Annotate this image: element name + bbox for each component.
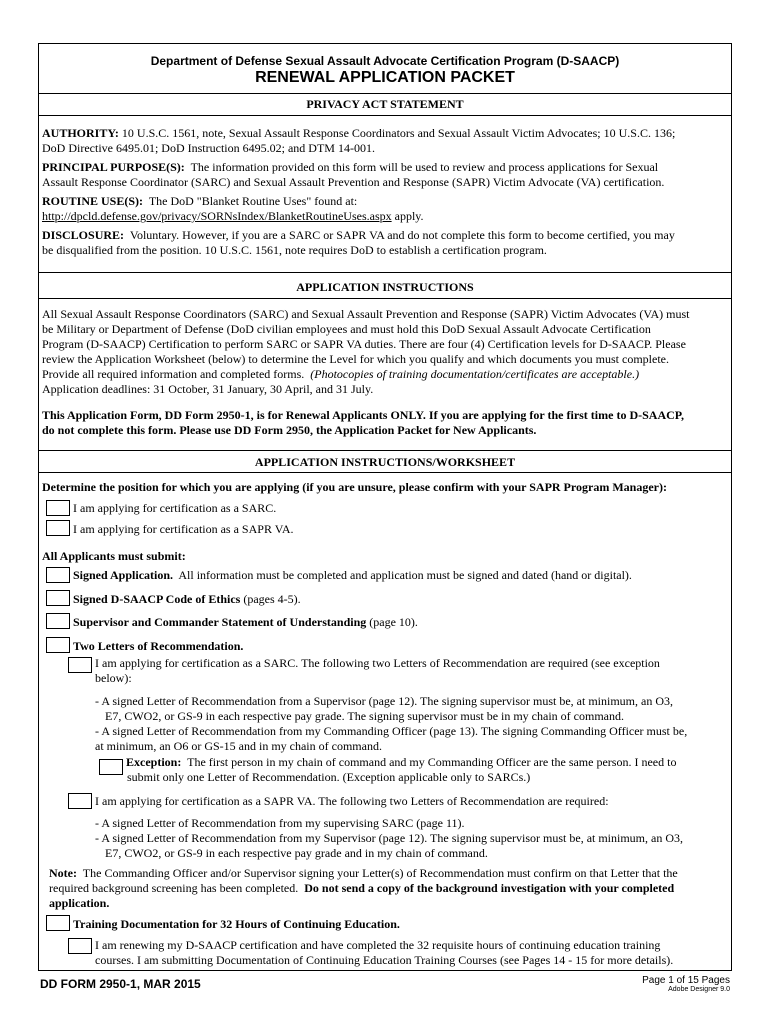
- exception-block: [126, 755, 726, 785]
- signed-application-checkbox[interactable]: [46, 567, 70, 583]
- training-text-2: courses. I am submitting Documentation of Continuing Education Training Courses (see Pages 14 - 15 for more details).: [95, 953, 674, 967]
- divider: [39, 298, 731, 299]
- training-label: Training Documentation for 32 Hours of Continuing Education.: [73, 917, 400, 931]
- note-warning-2: application.: [49, 896, 110, 910]
- statement-label: Supervisor and Commander Statement of Understanding: [73, 615, 367, 629]
- sarc-letters-text: I am applying for certification as a SARC. The following two Letters of Recommendation are required (see exception: [95, 656, 660, 670]
- disclosure-text-2: be disqualified from the position. 10 U.S.C. 1561, note requires DoD to establish a certification program.: [42, 243, 547, 257]
- instructions-body: [42, 307, 727, 438]
- va-option-label: I am applying for certification as a SAPR VA.: [73, 522, 294, 536]
- exception-label: Exception:: [126, 755, 182, 769]
- authority-label: AUTHORITY:: [42, 126, 119, 140]
- sarc-bullet: - A signed Letter of Recommendation from my Commanding Officer (page 13). The signing Commanding Officer must be,: [95, 724, 688, 738]
- worksheet-section: [39, 455, 731, 470]
- sarc-letters-text-2: below):: [95, 671, 132, 685]
- divider: [39, 472, 731, 473]
- note-text: The Commanding Officer and/or Supervisor signing your Letter(s) of Recommendation must confirm on that Letter that the: [82, 866, 678, 880]
- divider: [39, 450, 731, 451]
- training-text: I am renewing my D-SAACP certification and have completed the 32 requisite hours of continuing education training: [95, 938, 661, 952]
- training-checkbox[interactable]: [46, 915, 70, 931]
- designer-version: Adobe Designer 9.0: [668, 986, 730, 993]
- instructions-line: review the Application Worksheet (below) to determine the Level for which you qualify and which documents you must complete.: [42, 352, 669, 366]
- exception-text: The first person in my chain of command and my Commanding Officer are the same person. I need to: [187, 755, 677, 769]
- divider: [39, 115, 731, 116]
- va-bullet: - A signed Letter of Recommendation from my supervising SARC (page 11).: [95, 816, 465, 830]
- privacy-section: [39, 97, 731, 112]
- instructions-note: (Photocopies of training documentation/certificates are acceptable.): [310, 367, 640, 381]
- divider: [39, 272, 731, 273]
- sarc-bullet: - A signed Letter of Recommendation from a Supervisor (page 12). The signing supervisor must be, at minimum, an O3,: [95, 694, 674, 708]
- sarc-bullet-cont: E7, CWO2, or GS-9 in each respective pay grade. The signing supervisor must be in my chain of command.: [105, 709, 624, 723]
- routine-text: The DoD "Blanket Routine Uses" found at:: [148, 194, 358, 208]
- va-bullet-cont: E7, CWO2, or GS-9 in each respective pay grade and in my chain of command.: [105, 846, 488, 860]
- letters-label: Two Letters of Recommendation.: [73, 639, 244, 653]
- signed-application-label: Signed Application.: [73, 568, 174, 582]
- letters-checkbox[interactable]: [46, 637, 70, 653]
- instructions-section: [39, 280, 731, 295]
- instructions-title: APPLICATION INSTRUCTIONS: [296, 280, 474, 294]
- exception-text-2: submit only one Letter of Recommendation. (Exception applicable only to SARCs.): [127, 770, 531, 784]
- va-letters-checkbox[interactable]: [68, 793, 92, 809]
- worksheet-title: APPLICATION INSTRUCTIONS/WORKSHEET: [254, 455, 516, 469]
- sarc-letters-block: [95, 656, 725, 754]
- va-letters-block: [95, 794, 725, 861]
- program-name: Department of Defense Sexual Assault Advocate Certification Program (D-SAACP): [150, 54, 620, 68]
- routine-link[interactable]: http://dpcld.defense.gov/privacy/SORNsIndex/BlanketRoutineUses.aspx: [42, 209, 392, 223]
- statement-checkbox[interactable]: [46, 613, 70, 629]
- purpose-label: PRINCIPAL PURPOSE(S):: [42, 160, 185, 174]
- form-number: DD FORM 2950-1, MAR 2015: [40, 977, 201, 991]
- code-of-ethics-checkbox[interactable]: [46, 590, 70, 606]
- note-warning: Do not send a copy of the background investigation with your completed: [304, 881, 675, 895]
- note-label: Note:: [49, 866, 77, 880]
- va-bullet: - A signed Letter of Recommendation from my Supervisor (page 12). The signing supervisor must be, at minimum, an O3,: [95, 831, 684, 845]
- all-submit-heading: All Applicants must submit:: [42, 549, 186, 563]
- purpose-text: The information provided on this form will be used to review and process applications for Sexual: [190, 160, 659, 174]
- page-info: [642, 975, 730, 993]
- va-letters-text: I am applying for certification as a SAPR VA. The following two Letters of Recommendation are required:: [95, 794, 609, 808]
- instructions-line: Program (D-SAACP) Certification to perform SARC or SAPR VA duties. There are four (4) Certification levels for D-SAACP. Please: [42, 337, 686, 351]
- routine-after: apply.: [394, 209, 424, 223]
- sarc-checkbox[interactable]: [46, 500, 70, 516]
- statement-text: (page 10).: [369, 615, 418, 629]
- renewal-notice-2: do not complete this form. Please use DD Form 2950, the Application Packet for New Applicants.: [42, 423, 537, 437]
- purpose-text-2: Assault Response Coordinator (SARC) and Sexual Assault Prevention and Response (SAPR) Victim Advocate (VA) certification.: [42, 175, 665, 189]
- va-checkbox[interactable]: [46, 520, 70, 536]
- determine-text: Determine the position for which you are applying (if you are unsure, please confirm with your SAPR Program Manager):: [42, 480, 667, 494]
- signed-application-item: [73, 568, 632, 583]
- statement-item: [73, 615, 418, 630]
- renewal-notice: This Application Form, DD Form 2950-1, is for Renewal Applicants ONLY. If you are applying for the first time to D-SAACP,: [42, 408, 685, 422]
- form-frame: [38, 43, 732, 971]
- deadlines: Application deadlines: 31 October, 31 January, 30 April, and 31 July.: [42, 382, 374, 396]
- training-block: [95, 938, 725, 968]
- signed-application-text: All information must be completed and application must be signed and dated (hand or digital).: [178, 568, 632, 582]
- sarc-option-label: I am applying for certification as a SARC.: [73, 501, 277, 515]
- code-of-ethics-text: (pages 4-5).: [243, 592, 301, 606]
- training-renewal-checkbox[interactable]: [68, 938, 92, 954]
- code-of-ethics-item: [73, 592, 301, 607]
- instructions-line: Provide all required information and completed forms.: [42, 367, 305, 381]
- exception-checkbox[interactable]: [99, 759, 123, 775]
- sarc-bullet-cont: at minimum, an O6 or GS-15 and in my chain of command.: [95, 739, 382, 753]
- note-text-2: required background screening has been completed.: [49, 881, 299, 895]
- authority-text: 10 U.S.C. 1561, note, Sexual Assault Response Coordinators and Sexual Assault Victim Advocates; 10 U.S.C. 136;: [121, 126, 676, 140]
- privacy-body: [42, 126, 727, 258]
- instructions-line: All Sexual Assault Response Coordinators (SARC) and Sexual Assault Prevention and Response (SAPR) Victim Advocates (VA) must: [42, 307, 690, 321]
- page-title: RENEWAL APPLICATION PACKET: [255, 69, 515, 86]
- authority-text-2: DoD Directive 6495.01; DoD Instruction 6495.02; and DTM 14-001.: [42, 141, 375, 155]
- form-header: [39, 44, 731, 94]
- note-block: [49, 866, 729, 911]
- page-number: Page 1 of 15 Pages: [642, 975, 730, 986]
- routine-label: ROUTINE USE(S):: [42, 194, 144, 208]
- privacy-title: PRIVACY ACT STATEMENT: [306, 97, 464, 111]
- disclosure-text: Voluntary. However, if you are a SARC or SAPR VA and do not complete this form to become certified, you may: [129, 228, 675, 242]
- code-of-ethics-label: Signed D-SAACP Code of Ethics: [73, 592, 241, 606]
- instructions-line: be Military or Department of Defense (DoD civilian employees and must hold this DoD Sexual Assault Advocate Certification: [42, 322, 651, 336]
- disclosure-label: DISCLOSURE:: [42, 228, 125, 242]
- sarc-letters-checkbox[interactable]: [68, 657, 92, 673]
